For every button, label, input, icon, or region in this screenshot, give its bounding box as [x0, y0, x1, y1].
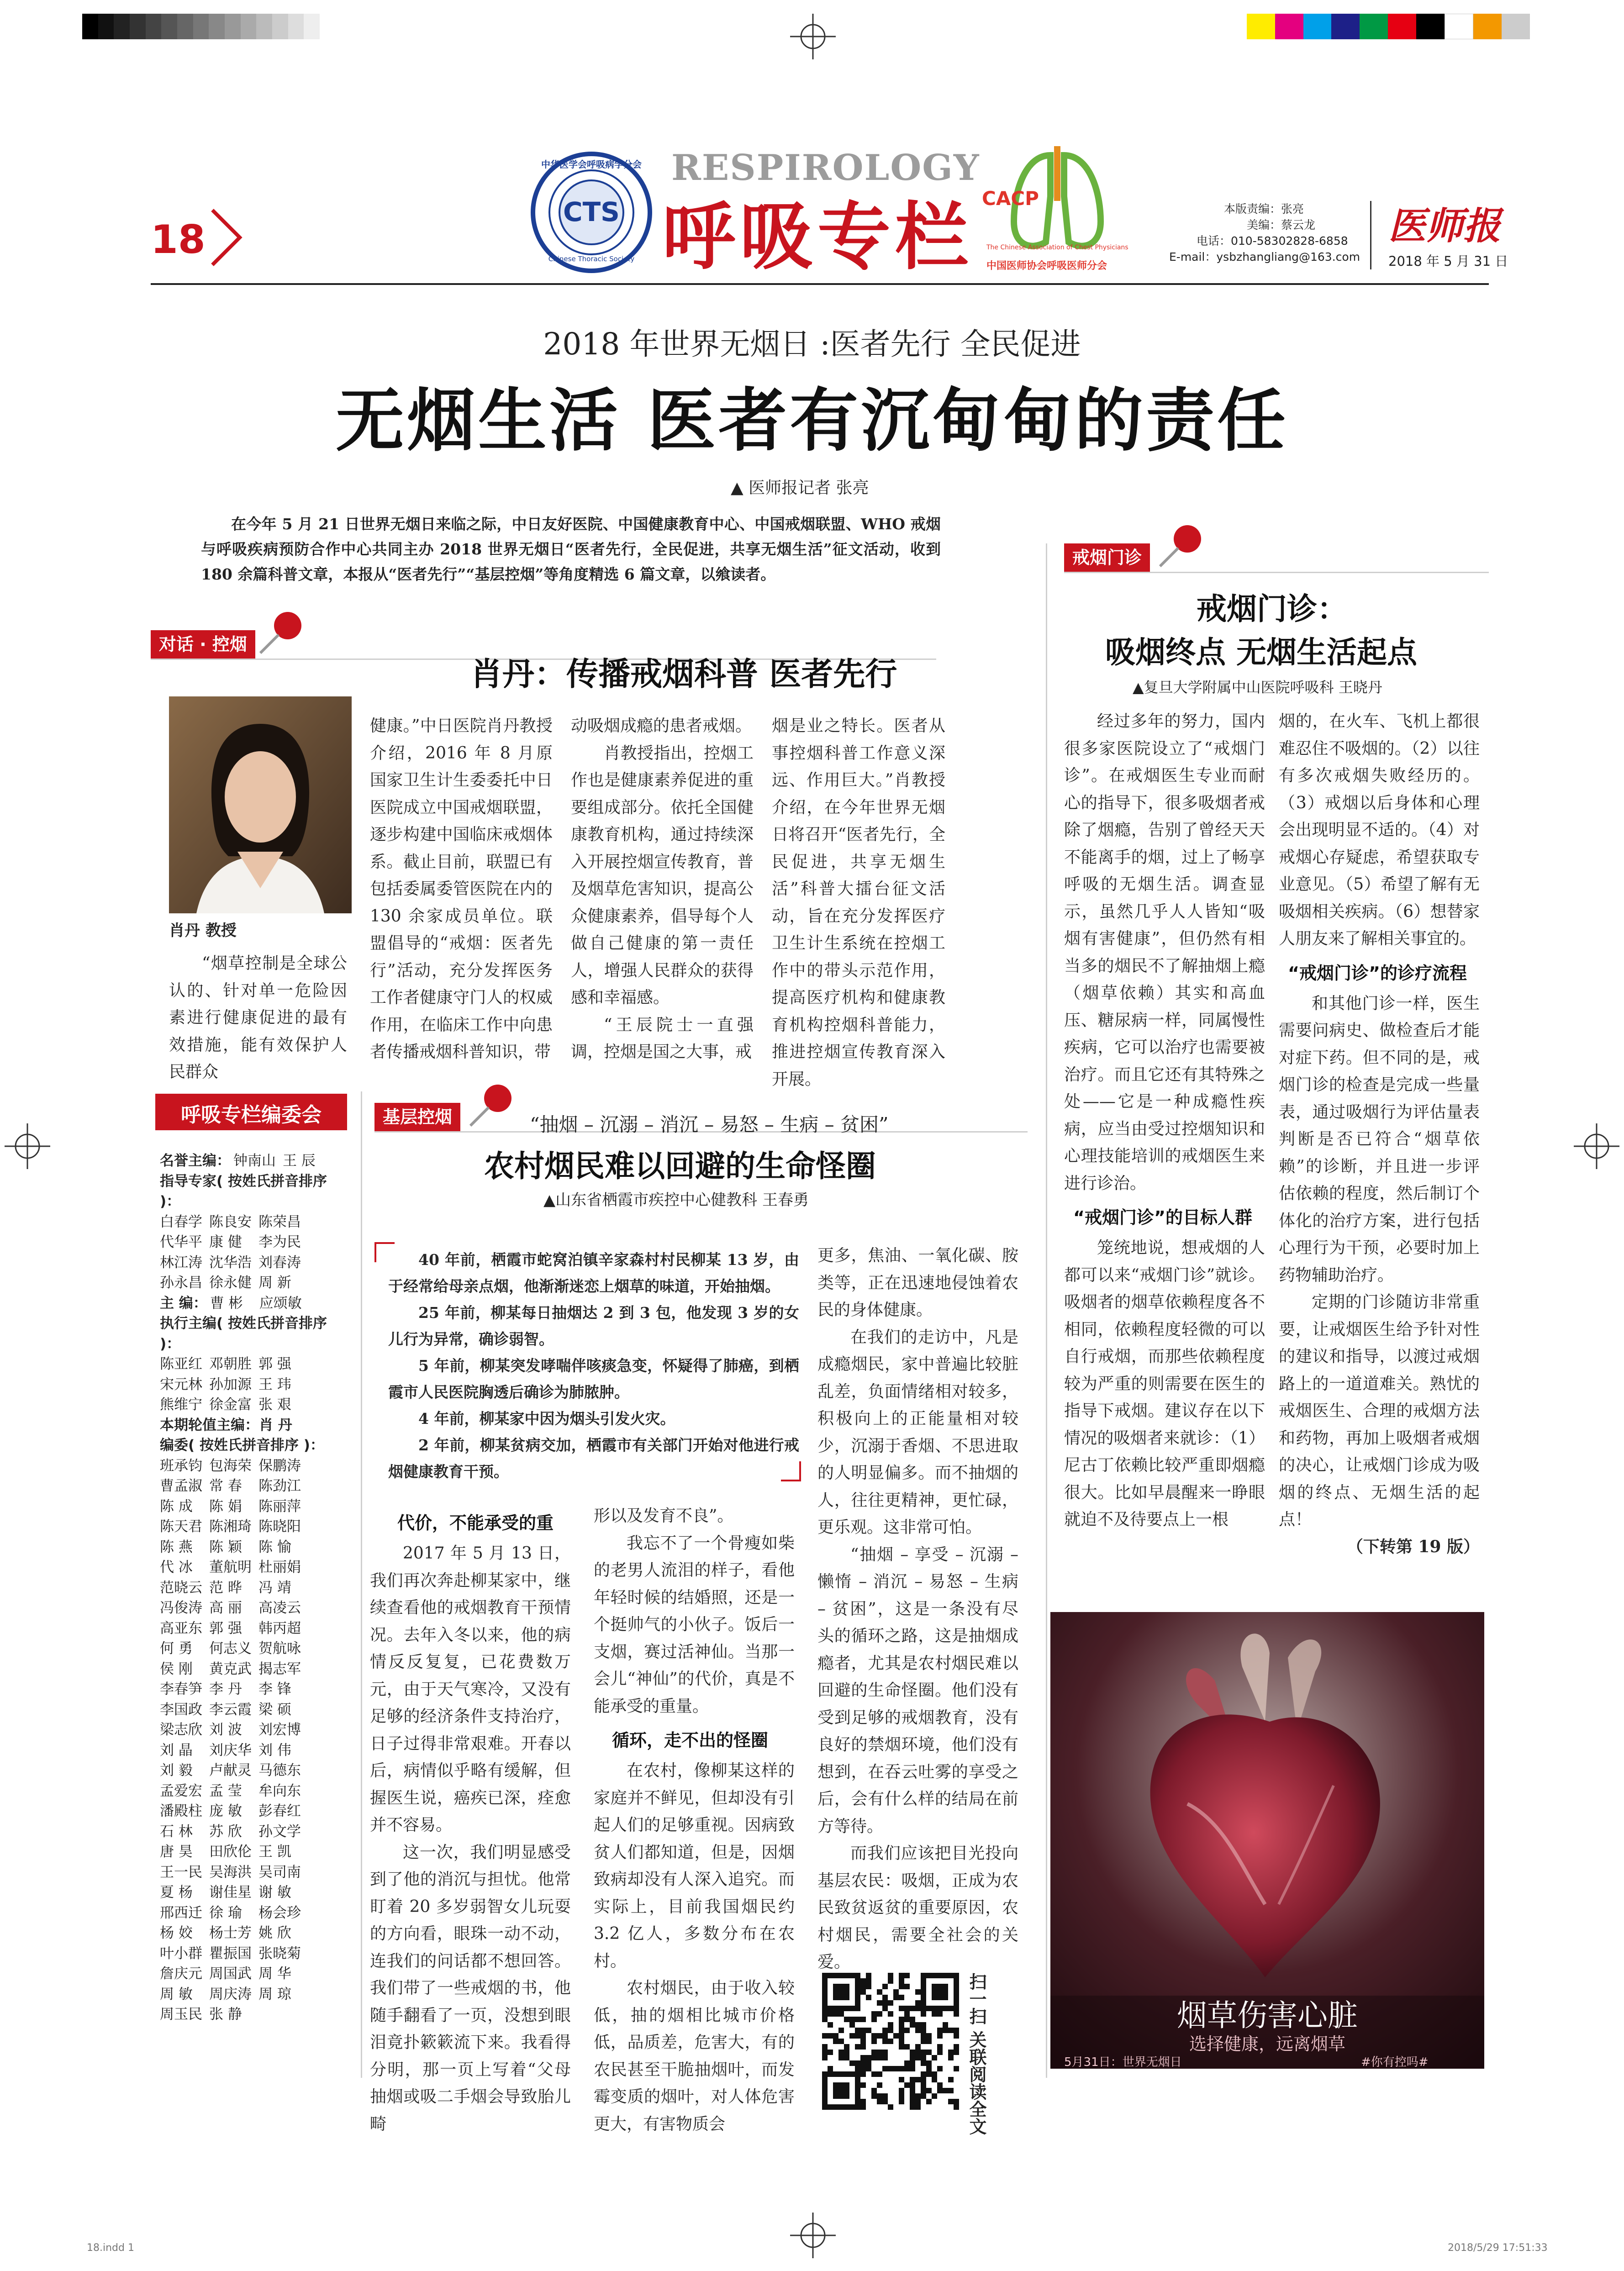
committee-row [160, 1578, 347, 1598]
issue-date: 2018 年 5 月 31 日 [1388, 253, 1508, 269]
committee-member: 常 春 [209, 1478, 242, 1494]
committee-member: 孙加源 [209, 1376, 252, 1393]
timeline-box [388, 1247, 799, 1485]
rural-c2-p1: 形以及发育不良”。 [594, 1507, 734, 1525]
committee-member: 潘殿柱 [160, 1803, 202, 1819]
committee-member: 叶小群 [160, 1945, 202, 1962]
committee-member: 孙文学 [258, 1823, 301, 1840]
committee-member: 周 新 [258, 1275, 291, 1291]
committee-member: 李为民 [258, 1234, 301, 1250]
committee-member: 庞 敏 [209, 1803, 242, 1819]
rural-c1-p1: 2017 年 5 月 13 日，我们再次奔赴柳某家中，继续查看他的戒烟教育干预情况。去年入冬以来，他的病情反反复复，已花费数万元，由于天气寒冷，又没有足够的经济条件支持治疗，日子过得非常艰难。开春以后，病情似乎略有缓解，但握医生说，癌疾已深，痊愈并不容易。 [370, 1544, 571, 1834]
committee-member: 李 锋 [258, 1681, 291, 1697]
committee-member: 范晓云 [160, 1579, 202, 1596]
committee-row [160, 1944, 347, 1964]
committee-member: 刘春涛 [258, 1254, 301, 1271]
committee-label: 名誉主编： [160, 1153, 231, 1169]
cacp-caption-chinese: 中国医师协会呼吸医师分会 [986, 260, 1107, 272]
dialogue-tag: 对话 · 控烟 [151, 630, 255, 659]
page-number: 18 [151, 217, 206, 263]
committee-member: 熊维宁 [160, 1396, 202, 1413]
committee-member: 梁 硕 [258, 1701, 291, 1718]
rural-col-2 [594, 1502, 795, 2138]
committee-row [160, 1395, 347, 1415]
committee-row [160, 2004, 347, 2025]
email-line: E-mail：ysbzhangliang@163.com [1169, 250, 1360, 263]
crop-mark-right [1569, 1110, 1624, 1183]
committee-member: 陈亚红 [160, 1356, 202, 1372]
clinic-c1-p2: 笼统地说，想戒烟的人都可以来“戒烟门诊”就诊。吸烟者的烟草依赖程度各不相同，依赖程度轻微的可以自行戒烟，而那些依赖程度较为严重的则需要在医生的指导下戒烟。建议存在以下情况的吸烟者来就诊：（1）尼古丁依赖比较严重即烟瘾很大。比如早晨醒来一睁眼就迫不及待要点上一根 [1064, 1238, 1265, 1529]
committee-member: 保鹏涛 [258, 1457, 301, 1474]
committee-member: 王一民 [160, 1864, 202, 1881]
committee-row [160, 1496, 347, 1517]
clinic-col-2 [1279, 708, 1480, 1560]
committee-row [160, 1354, 347, 1375]
committee-member: 包海荣 [209, 1457, 252, 1474]
rural-c2-p3: 在农村，像柳某这样的家庭并不鲜见，但却没有引起人们的足够重视。因病致贫人们都知道，但是，因烟致病却没有人深入追究。而实际上，目前我国烟民约 3.2 亿人，多数分布在农村。 [594, 1761, 795, 1971]
committee-member: 周庆涛 [209, 1986, 252, 2002]
committee-member: 刘 毅 [160, 1762, 193, 1779]
page-number-chevron-icon [206, 205, 247, 269]
dialogue-col-3 [571, 712, 754, 1066]
committee-row [160, 1517, 347, 1537]
committee-member: 李云霞 [209, 1701, 252, 1718]
committee-list [160, 1151, 347, 2025]
committee-member: 瞿振国 [209, 1945, 252, 1962]
ad-subline: 选择健康，远离烟草 [1189, 2034, 1345, 2054]
committee-row [160, 1639, 347, 1659]
committee-member: 詹庆元 [160, 1965, 202, 1982]
committee-member: 陈晓阳 [258, 1518, 301, 1535]
rural-subhead-2: 循环，走不出的怪圈 [612, 1730, 769, 1750]
pushpin-icon [1155, 521, 1206, 571]
committee-member: 徐永健 [209, 1275, 252, 1291]
committee-member: 李 丹 [209, 1681, 242, 1697]
committee-member: 陈 颖 [209, 1539, 242, 1555]
committee-member: 卢献灵 [209, 1762, 252, 1779]
rural-col-1 [370, 1502, 571, 2138]
committee-member: 张 艰 [258, 1396, 291, 1413]
crop-mark-top-center [776, 9, 849, 64]
committee-member: 陈良安 [209, 1213, 252, 1230]
committee-row [160, 1557, 347, 1578]
committee-member: 马德东 [258, 1762, 301, 1779]
committee-member: 谢 敏 [258, 1884, 291, 1901]
ad-date-line: 5月31日：世界无烟日 [1064, 2055, 1182, 2069]
clinic-rule [1064, 572, 1489, 573]
rural-tag: 基层控烟 [374, 1103, 460, 1131]
cacp-caption-english: The Chinese Association of Chest Physicians [986, 244, 1128, 251]
dialogue-col-4 [772, 712, 945, 1093]
committee-member: 徐 瑜 [209, 1904, 242, 1921]
committee-member: 刘宏博 [258, 1722, 301, 1738]
registration-bar-left [82, 14, 320, 39]
photo-caption: 肖丹 教授 [169, 922, 237, 940]
committee-member: 彭春红 [258, 1803, 301, 1819]
rural-byline: ▲山东省栖霞市疾控中心健教科 王春勇 [543, 1191, 809, 1209]
dialogue-col-4-text: 烟是业之特长。医者从事控烟科普工作意义深远、作用巨大。”肖教授介绍，在今年世界无烟日将召开“医者先行，全民促进，共享无烟生活”科普大擂台征文活动，旨在充分发挥医疗卫生计生系统在控烟工作中的带头示范作用，提高医疗机构和健康教育机构控烟科普能力，推进控烟宣传教育深入开展。 [772, 717, 945, 1089]
cts-logo-center-text: CTS [563, 196, 620, 227]
committee-member: 康 健 [209, 1234, 242, 1250]
masthead-rule [151, 283, 1489, 285]
committee-label: 主 编： [160, 1295, 207, 1312]
qr-caption: 扫一扫 关联阅读全文 [966, 1973, 986, 2135]
committee-member: 冯俊涛 [160, 1600, 202, 1616]
cts-logo-ring-text: 中华医学会呼吸病学分会 [541, 159, 642, 170]
rural-subhead-1: 代价，不能承受的重 [397, 1513, 554, 1533]
committee-member: 贺航咏 [258, 1640, 301, 1657]
committee-member: 侯 刚 [160, 1660, 193, 1677]
committee-row [160, 1822, 347, 1842]
rural-right-p2: 在我们的走访中，凡是成瘾烟民，家中普遍比较脏乱差，负面情绪相对较多，积极向上的正能量相对较少，沉溺于香烟、不思进取的人明显偏多。而不抽烟的人，往往更精神，更忙碌，更乐观。这非常可怕。 [817, 1328, 1018, 1537]
rural-right-of-box [817, 1242, 1018, 1976]
committee-member: 周国武 [209, 1965, 252, 1982]
committee-member: 刘 晶 [160, 1742, 193, 1759]
committee-member: 陈 娟 [209, 1498, 242, 1515]
committee-row [160, 1781, 347, 1802]
rural-c1-p2: 这一次，我们明显感受到了他的消沉与担忧。他常盯着 20 多岁弱智女儿玩耍的方向看，眼珠一动不动，连我们的问话都不想回答。我们带了一些戒烟的书，他随手翻看了一页，没想到眼泪竟扑簌簌流下来。我看得分明，那一页上写着“父母抽烟或吸二手烟会导致胎儿畸 [370, 1843, 571, 2134]
committee-member: 曹孟淑 [160, 1478, 202, 1494]
committee-member: 周 琼 [258, 1986, 291, 2002]
committee-member: 徐金富 [209, 1396, 252, 1413]
clinic-title-2: 吸烟终点 无烟生活起点 [1105, 635, 1417, 670]
committee-member: 周玉民 [160, 2006, 202, 2023]
committee-member: 杜丽娟 [258, 1559, 301, 1575]
committee-row [160, 1679, 347, 1700]
committee-member: 陈劲江 [258, 1478, 301, 1494]
dialogue-col-2 [370, 712, 553, 1066]
footer-timestamp: 2018/5/29 17:51:33 [1448, 2242, 1548, 2254]
committee-row [160, 1842, 347, 1862]
respirology-wordmark: RESPIROLOGY [671, 147, 980, 189]
committee-member: 孙永昌 [160, 1275, 202, 1291]
timeline-item: 40 年前，栖霞市蛇窝泊镇辛家森村村民柳某 13 岁，由于经常给母亲点烟，他渐渐迷恋上烟草的味道，开始抽烟。 [388, 1251, 799, 1295]
committee-member: 周 敏 [160, 1986, 193, 2002]
dialogue-title: 肖丹：传播戒烟科普 医者先行 [470, 655, 897, 693]
column-divider [361, 1091, 362, 2078]
committee-row [160, 1476, 347, 1496]
committee-row [160, 1598, 347, 1618]
committee-member: 孟爱宏 [160, 1782, 202, 1799]
committee-member: 陈 成 [160, 1498, 193, 1515]
timeline-item: 5 年前，柳某突发哮喘伴咳痰急变，怀疑得了肺癌，到栖霞市人民医院胸透后确诊为肺脓肿。 [388, 1357, 799, 1401]
committee-member: 代华平 [160, 1234, 202, 1250]
committee-member: 何 勇 [160, 1640, 193, 1657]
committee-member: 张晓菊 [258, 1945, 301, 1962]
committee-member: 董航明 [209, 1559, 252, 1575]
rural-c2-p4: 农村烟民，由于收入较低，抽的烟相比城市价格低，品质差，危害大，有的农民甚至干脆抽烟叶，而发霉变质的烟叶，对人体危害更大，有害物质会 [594, 1979, 795, 2134]
committee-row [160, 1862, 347, 1883]
committee-member: 王 玮 [258, 1376, 291, 1393]
portrait-image [169, 696, 352, 913]
clinic-c2-p2: 和其他门诊一样，医生需要问病史、做检查后才能对症下药。但不同的是，戒烟门诊的检查是完成一些量表，通过吸烟行为评估量表判断是否已符合“烟草依赖”的诊断，并且进一步评估依赖的程度，然后制订个体化的治疗方案，进行包括心理行为干预，必要时加上药物辅助治疗。 [1279, 994, 1480, 1285]
phone-line: 电话：010-58302828-6858 [1197, 234, 1348, 248]
committee-row [160, 1456, 347, 1476]
committee-member: 刘 伟 [258, 1742, 291, 1759]
committee-row [160, 1375, 347, 1395]
committee-row [160, 1760, 347, 1781]
committee-member: 应颂敏 [259, 1295, 302, 1312]
committee-member: 李国政 [160, 1701, 202, 1718]
continue-note: （下转第 19 版） [1346, 1537, 1480, 1556]
qr-code[interactable] [822, 1973, 959, 2110]
cts-logo [530, 151, 653, 274]
committee-member: 林江涛 [160, 1254, 202, 1271]
column-divider [1046, 543, 1047, 2078]
clinic-tag: 戒烟门诊 [1064, 543, 1150, 572]
committee-row [160, 1537, 347, 1558]
committee-member: 范 晔 [209, 1579, 242, 1596]
masthead-divider [1370, 201, 1371, 269]
qr-code-icon [822, 1973, 959, 2110]
crop-mark-bottom-center [776, 2208, 849, 2263]
committee-row [160, 1700, 347, 1720]
committee-row [160, 1618, 347, 1639]
committee-member: 杨士芳 [209, 1925, 252, 1941]
committee-member: 何志义 [209, 1640, 252, 1657]
clinic-c2-p1: 烟的，在火车、飞机上都很难忍住不吸烟的。（2）以往有多次戒烟失败经历的。（3）戒烟以后身体和心理会出现明显不适的。（4）对戒烟心存疑虑，希望获取专业意见。（5）希望了解有无吸烟相关疾病。（6）想替家人朋友来了解相关事宜的。 [1279, 712, 1480, 948]
cacp-logo [982, 142, 1133, 279]
committee-row [160, 1882, 347, 1903]
rural-right-p1: 更多，焦油、一氧化碳、胺类等，正在迅速地侵蚀着农民的身体健康。 [817, 1246, 1018, 1319]
dialogue-col-3-p1: 动吸烟成瘾的患者戒烟。 [571, 717, 752, 735]
committee-member: 班承钧 [160, 1457, 202, 1474]
committee-row [160, 1984, 347, 2005]
clinic-subhead-1: “戒烟门诊”的目标人群 [1073, 1207, 1252, 1228]
lead-byline: ▲ 医师报记者 张亮 [731, 479, 869, 497]
dialogue-col-1-text: “烟草控制是全球公认的、针对单一危险因素进行健康促进的最有效措施，能有效保护人民群众 [169, 954, 347, 1081]
clinic-subhead-2: “戒烟门诊”的诊疗流程 [1288, 963, 1467, 983]
committee-row [160, 1273, 347, 1293]
committee-member: 陈丽萍 [258, 1498, 301, 1515]
committee-member: 刘 波 [209, 1722, 242, 1738]
committee-member: 石 林 [160, 1823, 193, 1840]
rural-kicker: “抽烟 – 沉溺 – 消沉 – 易怒 – 生病 – 贫困” [530, 1113, 889, 1136]
dialogue-col-3-p3: “王辰院士一直强调，控烟是国之大事，戒 [571, 1015, 754, 1061]
dialogue-col-3-p2: 肖教授指出，控烟工作也是健康素养促进的重要组成部分。依托全国健康教育机构，通过持续深入开展控烟宣传教育，普及烟草危害知识，提高公众健康素养，倡导每个人做自己健康的第一责任人，增强人民群众的获得感和幸福感。 [571, 743, 754, 1007]
design-line: 美编：蔡云龙 [1247, 218, 1316, 232]
committee-member: 陈 愉 [258, 1539, 291, 1555]
lead-kicker: 2018 年世界无烟日 :医者先行 全民促进 [543, 327, 1081, 362]
committee-member: 王 凯 [258, 1844, 291, 1860]
clinic-col-1 [1064, 708, 1265, 1533]
committee-member: 郭 强 [209, 1620, 242, 1637]
committee-member: 苏 欣 [209, 1823, 242, 1840]
committee-member: 吴海洪 [209, 1864, 252, 1881]
committee-member: 田欣伦 [209, 1844, 252, 1860]
editor-info [1169, 201, 1360, 265]
committee-member: 王 辰 [283, 1153, 316, 1169]
committee-member: 杨会珍 [258, 1904, 301, 1921]
committee-member: 邢西迁 [160, 1904, 202, 1921]
committee-member: 高凌云 [258, 1600, 301, 1616]
lead-headline: 无烟生活 医者有沉甸甸的责任 [335, 381, 1289, 461]
committee-member: 夏 杨 [160, 1884, 193, 1901]
committee-member: 高 丽 [209, 1600, 242, 1616]
committee-member: 钟南山 [233, 1153, 276, 1169]
committee-member: 吴司南 [258, 1864, 301, 1881]
clinic-title-1: 戒烟门诊： [1197, 591, 1347, 627]
clinic-byline: ▲复旦大学附属中山医院呼吸科 王晓丹 [1133, 679, 1382, 696]
committee-member: 谢佳星 [209, 1884, 252, 1901]
registration-bar-right [1247, 14, 1530, 39]
committee-row [160, 1964, 347, 1984]
anti-smoking-ad [1050, 1612, 1484, 2069]
committee-row [160, 1151, 347, 1171]
committee-member: 杨 姣 [160, 1925, 193, 1941]
committee-row [160, 1903, 347, 1923]
committee-member: 张 静 [209, 2006, 242, 2023]
timeline-item: 25 年前，柳某每日抽烟达 2 到 3 包，他发现 3 岁的女儿行为异常，确诊弱智。 [388, 1304, 799, 1348]
committee-member: 梁志欣 [160, 1722, 202, 1738]
cacp-logo-text: CACP [982, 187, 1039, 210]
committee-title: 呼吸专栏编委会 [181, 1103, 322, 1127]
dialogue-col-1 [169, 950, 347, 1086]
committee-member: 陈湘琦 [209, 1518, 252, 1535]
committee-label: 本期轮值主编：肖 丹 [160, 1417, 292, 1433]
committee-row [160, 1293, 347, 1314]
dialogue-col-2-text: 健康。”中日医院肖丹教授介绍，2016 年 8 月原国家卫生计生委委托中日医院成立中国戒烟联盟，逐步构建中国临床戒烟体系。截止目前，联盟已有包括委属委管医院在内的 130 余家成员单位。联盟倡导的“戒烟：医者先行”活动，充分发挥医务工作者健康守门人的权威作用，在临床工作中向患者传播戒烟科普知识，带 [370, 717, 553, 1061]
committee-row [160, 1740, 347, 1761]
committee-label: 编委( 按姓氏拼音排序 )： [160, 1437, 324, 1454]
committee-member: 孟 莹 [209, 1782, 242, 1799]
rural-title: 农村烟民难以回避的生命怪圈 [484, 1149, 876, 1184]
committee-row [160, 1212, 347, 1233]
editor-line: 本版责编：张亮 [1224, 202, 1304, 216]
committee-row [160, 1253, 347, 1273]
committee-member: 邓朝胜 [209, 1356, 252, 1372]
rural-right-p4: 而我们应该把目光投向基层农民：吸烟，正成为农民致贫返贫的重要原因，农村烟民，需要全社会的关爱。 [817, 1844, 1018, 1971]
committee-member: 沈华浩 [209, 1254, 252, 1271]
committee-label: 指导专家( 按姓氏拼音排序 )： [160, 1173, 327, 1210]
committee-member: 陈天君 [160, 1518, 202, 1535]
crop-mark-left [0, 1110, 55, 1183]
committee-member: 刘庆华 [209, 1742, 252, 1759]
ad-hashtag: #你有控吗# [1361, 2055, 1429, 2069]
committee-member: 宋元林 [160, 1376, 202, 1393]
committee-member: 陈 燕 [160, 1539, 193, 1555]
committee-member: 代 冰 [160, 1559, 193, 1575]
timeline-item: 4 年前，柳某家中因为烟头引发火灾。 [418, 1410, 675, 1428]
committee-member: 李春笋 [160, 1681, 202, 1697]
committee-member: 冯 靖 [258, 1579, 291, 1596]
pushpin-icon [466, 1080, 516, 1130]
ad-headline: 烟草伤害心脏 [1177, 1998, 1358, 2033]
committee-row [160, 1720, 347, 1740]
committee-member: 唐 昊 [160, 1844, 193, 1860]
committee-member: 韩丙超 [258, 1620, 301, 1637]
committee-member: 黄克武 [209, 1660, 252, 1677]
committee-member: 牟向东 [258, 1782, 301, 1799]
clinic-c2-p3: 定期的门诊随访非常重要，让戒烟医生给予针对性的建议和指导，以渡过戒烟路上的一道道难关。熟忧的戒烟医生、合理的戒烟方法和药物，再加上吸烟者戒烟的决心，让戒烟门诊成为吸烟的终点、无烟生活的起点！ [1279, 1293, 1480, 1529]
committee-member: 姚 欣 [258, 1925, 291, 1941]
committee-member: 高亚东 [160, 1620, 202, 1637]
timeline-item: 2 年前，柳某贫病交加，栖霞市有关部门开始对他进行戒烟健康教育干预。 [388, 1436, 799, 1481]
lead-intro: 在今年 5 月 21 日世界无烟日来临之际，中日友好医院、中国健康教育中心、中国戒烟联盟、WHO 戒烟与呼吸疾病预防合作中心共同主办 2018 世界无烟日“医者先行，全民促进，共享无烟生活”征文活动，收到 180 余篇科普文章，本报从“医者先行”“基层控烟”等角度精选 6 篇文章，以飨读者。 [201, 515, 941, 583]
committee-label: 执行主编( 按姓氏拼音排序 )： [160, 1315, 327, 1352]
committee-member: 曹 彬 [210, 1295, 243, 1312]
paper-name: 医师报 [1388, 204, 1501, 248]
column-title: 呼吸专栏 [662, 194, 973, 279]
committee-row [160, 1923, 347, 1944]
pushpin-icon [256, 607, 306, 658]
committee-member: 白春学 [160, 1213, 202, 1230]
rural-c2-p2: 我忘不了一个骨瘦如柴的老男人流泪的样子，看他年轻时候的结婚照，还是一个挺帅气的小伙子。饭后一支烟，赛过活神仙。当那一会儿“神仙”的代价，真是不能承受的重量。 [594, 1533, 795, 1716]
committee-member: 揭志军 [258, 1660, 301, 1677]
clinic-c1-p1: 经过多年的努力，国内很多家医院设立了“戒烟门诊”。在戒烟医生专业而耐心的指导下，很多吸烟者戒除了烟瘾，告别了曾经天天不能离手的烟，过上了畅享呼吸的无烟生活。调查显示，虽然几乎人人皆知“吸烟有害健康”，但仍然有相当多的烟民不了解抽烟上瘾（烟草依赖）其实和高血压、糖尿病一样，同属慢性疾病，它可以治疗也需要被治疗。而且它还有其特殊之处——它是一种成瘾性疾病，应当由受过控烟知识和心理技能培训的戒烟医生来进行诊治。 [1064, 712, 1265, 1193]
committee-member: 周 华 [258, 1965, 291, 1982]
footer-file: 18.indd 1 [87, 2242, 134, 2254]
rural-right-p3: “抽烟 – 享受 – 沉溺 – 懒惰 – 消沉 – 易怒 – 生病 – 贫困”，这是一条没有尽头的循环之路，这是抽烟成瘾者，尤其是农村烟民难以回避的生命怪圈。他们没有受到足够的戒烟教育，没有良好的禁烟环境，他们没有想到，在吞云吐雾的享受之后，会有什么样的结局在前方等待。 [817, 1545, 1018, 1836]
committee-member: 郭 强 [258, 1356, 291, 1372]
committee-row [160, 1659, 347, 1680]
committee-row [160, 1232, 347, 1253]
xiao-dan-photo [169, 696, 352, 913]
cts-logo-english-text: Chinese Thoracic Society [548, 255, 635, 263]
committee-member: 陈荣昌 [258, 1213, 301, 1230]
committee-row [160, 1801, 347, 1822]
